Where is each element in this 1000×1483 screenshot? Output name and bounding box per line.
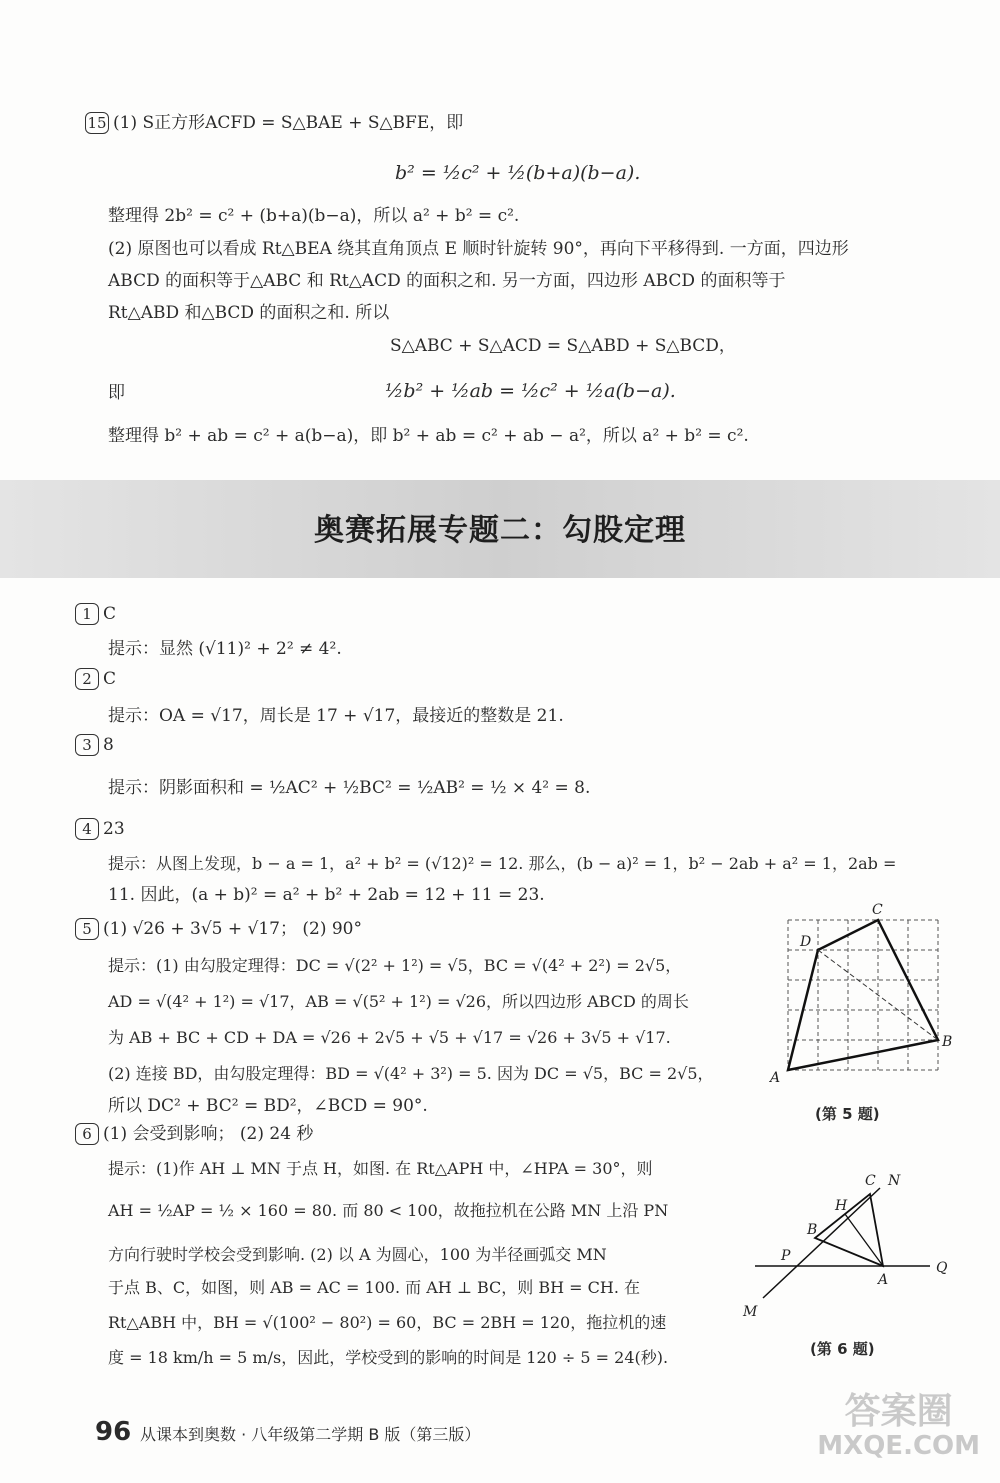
- question-number: 6: [75, 1123, 99, 1145]
- label-a: A: [878, 1272, 889, 1288]
- label-b: B: [942, 1034, 953, 1050]
- p15-line2: 整理得 2b² = c² + (b+a)(b−a)，所以 a² + b² = c².: [108, 206, 520, 226]
- question-number: 4: [75, 818, 99, 840]
- p15-eq1: b² = ½c² + ½(b+a)(b−a).: [395, 162, 641, 184]
- label-m: M: [743, 1304, 758, 1320]
- label-n: N: [888, 1173, 901, 1189]
- q5-hint-3: 为 AB + BC + CD + DA = √26 + 2√5 + √5 + √17 = √26 + 3√5 + √17.: [108, 1028, 671, 1047]
- q4-hint-1: 提示：从图上发现，b − a = 1，a² + b² = (√12)² = 12. 那么，(b − a)² = 1，b² − 2ab + a² = 1，2ab =: [108, 854, 897, 873]
- book-title: 从课本到奥数 · 八年级第二学期 B 版（第三版）: [140, 1425, 481, 1444]
- question-number: 2: [75, 668, 99, 690]
- q3-answer: 3 8: [75, 734, 114, 756]
- q6-hint-5: Rt△ABH 中，BH = √(100² − 80²) = 60，BC = 2BH = 120，拖拉机的速: [108, 1313, 667, 1332]
- q6-hint-6: 度 = 18 km/h = 5 m/s，因此，学校受到的影响的时间是 120 ÷ 5 = 24(秒).: [108, 1348, 669, 1367]
- label-q: Q: [936, 1260, 948, 1276]
- q6-hint-1: 提示：(1)作 AH ⊥ MN 于点 H，如图. 在 Rt△APH 中，∠HPA = 30°，则: [108, 1159, 653, 1178]
- road-mn-line: [763, 1188, 880, 1298]
- question-number: 5: [75, 918, 99, 940]
- question-number: 15: [85, 112, 109, 134]
- p15-line6: 整理得 b² + ab = c² + a(b−a)，即 b² + ab = c² + ab − a²，所以 a² + b² = c².: [108, 426, 749, 446]
- question-number: 3: [75, 734, 99, 756]
- q2-hint: 提示：OA = √17，周长是 17 + √17，最接近的整数是 21.: [108, 706, 564, 726]
- q5-hint-4: (2) 连接 BD，由勾股定理得：BD = √(4² + 3²) = 5. 因为 DC = √5，BC = 2√5，: [108, 1064, 714, 1083]
- q6-answer: 6 (1) 会受到影响； (2) 24 秒: [75, 1123, 313, 1145]
- label-p: P: [781, 1248, 791, 1264]
- page-number: 96: [95, 1417, 132, 1447]
- label-b: B: [807, 1222, 818, 1238]
- q1-hint: 提示：显然 (√11)² + 2² ≠ 4².: [108, 639, 342, 659]
- figure-5: [760, 898, 960, 1088]
- p15-eq3: ½b² + ½ab = ½c² + ½a(b−a).: [385, 380, 676, 402]
- q5-answer: 5 (1) √26 + 3√5 + √17； (2) 90°: [75, 918, 362, 940]
- question-number: 1: [75, 603, 99, 625]
- label-c: C: [872, 902, 883, 918]
- q6-hint-4: 于点 B、C，如图，则 AB = AC = 100. 而 AH ⊥ BC，则 BH = CH. 在: [108, 1278, 641, 1297]
- figure-6: [735, 1168, 960, 1328]
- figure-5-caption: (第 5 题): [815, 1105, 880, 1123]
- q4-hint-2: 11. 因此，(a + b)² = a² + b² + 2ab = 12 + 11 = 23.: [108, 885, 545, 905]
- p15-line3: (2) 原图也可以看成 Rt△BEA 绕其直角顶点 E 顺时针旋转 90°，再向下平移得到. 一方面，四边形: [108, 239, 849, 259]
- q6-hint-3: 方向行驶时学校会受到影响. (2) 以 A 为圆心，100 为半径画弧交 MN: [108, 1245, 607, 1264]
- section-title: 奥赛拓展专题二：勾股定理: [314, 513, 686, 548]
- p15-line1: 15 (1) S正方形ACFD = S△BAE + S△BFE，即: [85, 112, 463, 134]
- p15-line5: Rt△ABD 和△BCD 的面积之和. 所以: [108, 303, 390, 323]
- q5-hint-5: 所以 DC² + BC² = BD²，∠BCD = 90°.: [108, 1096, 428, 1116]
- q6-hint-2: AH = ½AP = ½ × 160 = 80. 而 80 < 100，故拖拉机在公路 MN 上沿 PN: [108, 1201, 669, 1220]
- q2-answer: 2 C: [75, 668, 116, 690]
- label-c: C: [865, 1173, 876, 1189]
- p15-line4: ABCD 的面积等于△ABC 和 Rt△ACD 的面积之和. 另一方面，四边形 ABCD 的面积等于: [108, 271, 786, 291]
- figure-6-caption: (第 6 题): [810, 1340, 875, 1358]
- triangle-abc: [815, 1194, 883, 1266]
- q4-answer: 4 23: [75, 818, 125, 840]
- label-h: H: [835, 1198, 848, 1214]
- p15-ji: 即: [108, 383, 125, 403]
- q5-hint-1: 提示：(1) 由勾股定理得：DC = √(2² + 1²) = √5，BC = √(4² + 2²) = 2√5，: [108, 956, 682, 975]
- q3-hint: 提示：阴影面积和 = ½AC² + ½BC² = ½AB² = ½ × 4² = 8.: [108, 778, 591, 798]
- label-d: D: [800, 934, 812, 950]
- q5-hint-2: AD = √(4² + 1²) = √17，AB = √(5² + 1²) = √26，所以四边形 ABCD 的周长: [108, 992, 689, 1011]
- label-a: A: [770, 1070, 781, 1086]
- q1-answer: 1 C: [75, 603, 116, 625]
- watermark: 答案圈 MXQE.COM: [817, 1391, 980, 1461]
- p15-eq2: S△ABC + S△ACD = S△ABD + S△BCD，: [390, 336, 736, 356]
